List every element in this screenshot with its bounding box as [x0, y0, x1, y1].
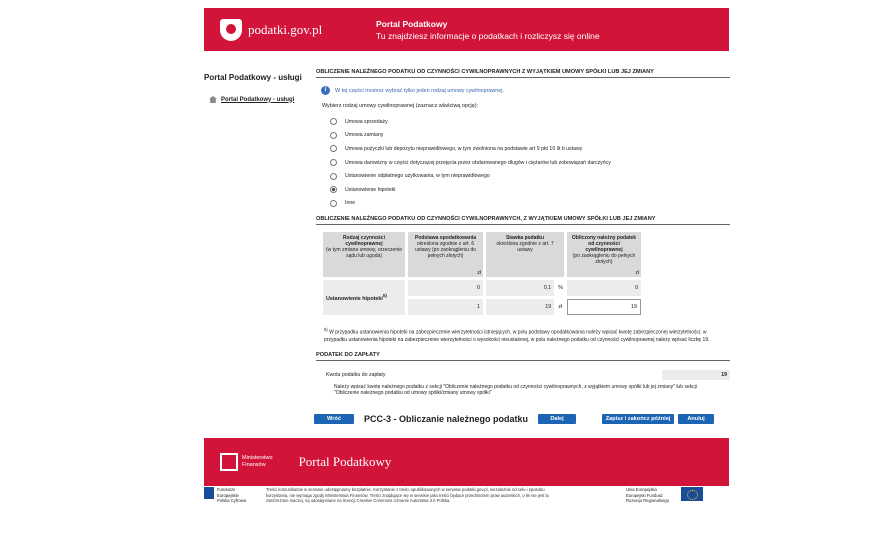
tax-table [320, 229, 644, 318]
base-value-1: 0 [408, 280, 483, 296]
radio-button[interactable] [330, 159, 337, 166]
section-title-payment: PODATEK DO ZAPŁATY [316, 352, 730, 361]
next-button[interactable]: Dalej [538, 414, 576, 424]
payment-description: Należy wpisać kwotę należnego podatku z sekcji "Obliczenie należnego podatku od czynności cywilnoprawnych, z wyjątkiem umowy spółki lub jej zmiany" lub sekcji "Obliczenie należnego podatku od umowy spółki/zmiany umowy spółki" [334, 383, 697, 397]
tax-value-1: 0 [567, 280, 641, 296]
contract-options [316, 115, 730, 210]
ministry-logo-icon [220, 453, 238, 471]
rate-unit-2: zł [558, 304, 563, 311]
ministry-logo[interactable]: Ministerstwo Finansów [220, 453, 273, 471]
back-button[interactable]: Wróć [314, 414, 354, 424]
payment-row [326, 370, 730, 380]
header-title: Portal Podatkowy [376, 18, 448, 29]
option-sale[interactable]: Umowa sprzedaży [330, 115, 730, 129]
radio-button[interactable] [330, 173, 337, 180]
radio-button[interactable] [330, 200, 337, 207]
radio-button[interactable] [330, 145, 337, 152]
eu-funds-logo: Fundusze Europejskie Polska Cyfrowa [204, 487, 266, 504]
column-header-activity: Rodzaj czynności cywilnoprawnej (w tym zmiana umowy, orzeczenie sądu lub ugoda) [323, 232, 405, 277]
rate-unit-1: % [558, 285, 563, 292]
sidebar [204, 73, 309, 103]
payment-label: Kwota podatku do zapłaty [326, 371, 386, 378]
option-usufruct[interactable]: Ustanowienie odpłatnego użytkowania, w tym nieprawidłowego [330, 169, 730, 183]
row-label: Ustanowienie hipoteki$^{5)}$ [323, 280, 405, 315]
site-name[interactable]: podatki.gov.pl [248, 21, 323, 37]
section-title-contract: OBLICZENIE NALEŻNEGO PODATKU OD CZYNNOŚCI CYWILNOPRAWNYCH Z WYJĄTKIEM UMOWY SPÓŁKI LUB JEJ ZMIANY [316, 69, 730, 78]
info-icon: i [321, 86, 330, 95]
radio-button[interactable] [330, 118, 337, 125]
main-content [316, 69, 730, 397]
info-message: i W tej części możesz wybrać tylko jeden rodzaj umowy cywilnoprawnej. [321, 86, 730, 95]
radio-button-selected[interactable] [330, 186, 337, 193]
eu-funds-icon [204, 487, 214, 499]
column-header-tax: Obliczony należny podatek od czynności cywilnoprawnej (po zaokrągleniu do pełnych złotych) zł [567, 232, 641, 277]
footnote: $^{5)}$ W przypadku ustanowienia hipoteki na zabezpieczenie wierzytelności istniejących, w polu podstawy opodatkowania należy wpisać kwotę zabezpieczonej wierzytelności; w przypadku ustanowienia hipoteki na zabezpieczenie wierzytelności o wysokości nieustalonej, w polu należnego podatku od czynności cywilnoprawnej należy wpisać liczbę 19. [324, 327, 710, 343]
section-title-calculation: OBLICZENIE NALEŻNEGO PODATKU OD CZYNNOŚCI CYWILNOPRAWNYCH, Z WYJĄTKIEM UMOWY SPÓŁKI LUB JEJ ZMIANY [316, 216, 730, 225]
button-bar [204, 414, 729, 424]
column-header-rate: Stawka podatku określona zgodnie z art. 7 ustawy [486, 232, 564, 277]
column-header-base: Podstawa opodatkowania określona zgodnie z art. 6 ustawy (po zaokrągleniu do pełnych złotych) zł [408, 232, 483, 277]
rate-value-2: 19 [486, 299, 554, 315]
footer [204, 438, 729, 486]
base-value-2: 1 [408, 299, 483, 315]
sidebar-home-link[interactable]: Portal Podatkowy - usługi [209, 96, 309, 103]
tax-input[interactable]: 19 [567, 299, 641, 315]
sidebar-title: Portal Podatkowy - usługi [204, 73, 302, 82]
eagle-emblem-icon [220, 19, 242, 41]
copyright-text: Treści komunikatów w serwisie udostępniamy bezpłatnie. Korzystanie z treści opublikowanych w serwisie podatki.gov.pl, niezależnie od celu i sposobu korzystania, nie wymaga zgody Ministerstwa Finansów. Treści znajdujące się w serwisie jako treści będące przedmiotem praw autorskich, o ile nie jest to zastrzeżone inaczej, są udostępniane na licencji Creative Commons Uznanie Autorstwa 3.0 Polska. [266, 487, 550, 503]
option-loan[interactable]: Umowa pożyczki lub depozytu nieprawidłowego, w tym zwolniona na podstawie art 9 pkt 10 lit b ustawy [330, 142, 730, 156]
footer-portal-name: Portal Podatkowy [298, 454, 392, 469]
save-later-button[interactable]: Zapisz i zakończ później [602, 414, 674, 424]
home-icon [209, 96, 217, 103]
payment-value: 19 [662, 370, 730, 380]
rate-value-1: 0,1 [486, 280, 554, 296]
radio-button[interactable] [330, 132, 337, 139]
cancel-button[interactable]: Anuluj [678, 414, 714, 424]
header-subtitle: Tu znajdziesz informacje o podatkach i rozliczysz się online [376, 30, 600, 41]
eu-flag-icon [681, 487, 703, 501]
page [204, 8, 729, 469]
option-exchange[interactable]: Umowa zamiany [330, 129, 730, 143]
option-other[interactable]: Inne [330, 197, 730, 211]
form-name: PCC-3 - Obliczanie należnego podatku [364, 414, 529, 424]
option-mortgage[interactable]: Ustanowienie hipoteki [330, 183, 730, 197]
header [204, 8, 729, 51]
option-donation[interactable]: Umowa darowizny w części dotyczącej przejęcia przez obdarowanego długów i ciężarów lub zobowiązań darczyńcy [330, 156, 730, 170]
eu-logo: Unia Europejska Europejski Fundusz Rozwoju Regionalnego [626, 487, 703, 504]
bottom-bar [204, 487, 729, 504]
choose-label: Wybierz rodzaj umowy cywilnoprawnej (zaznacz właściwą opcję): [322, 103, 479, 109]
